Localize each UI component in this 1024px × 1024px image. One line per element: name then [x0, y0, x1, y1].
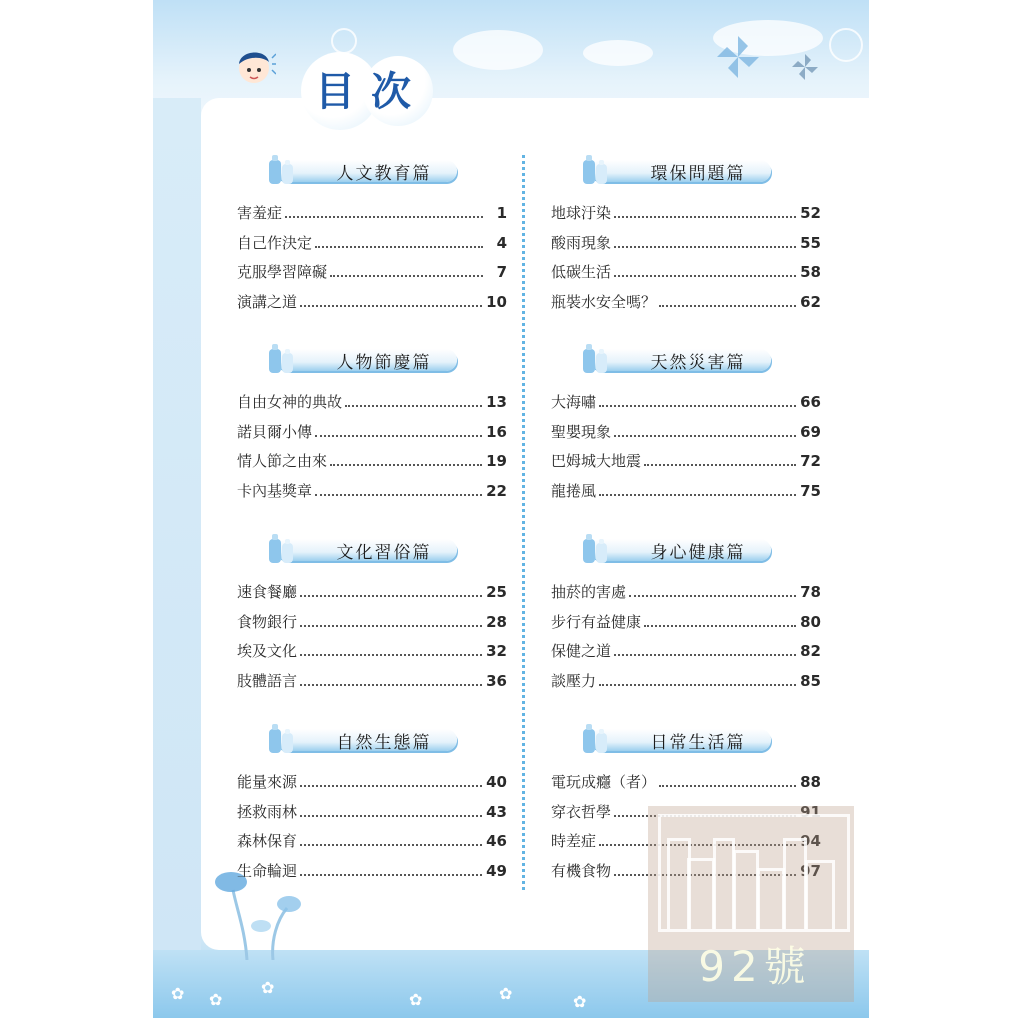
dot-leader	[599, 404, 796, 407]
toc-entry-title: 電玩成癮（者）	[551, 773, 657, 791]
dot-leader	[300, 594, 482, 597]
toc-entry-title: 有機食物	[551, 862, 612, 881]
dot-leader	[315, 434, 482, 437]
toc-entry	[551, 202, 821, 232]
toc-entry	[237, 670, 507, 700]
toc-entry-page: 58	[800, 263, 821, 282]
toc-entry-title: 卡內基獎章	[237, 482, 313, 501]
toc-entry-title: 能量來源	[237, 773, 298, 791]
toc-entry-page: 55	[800, 233, 821, 252]
entry-list	[237, 391, 507, 510]
toc-entry-title: 龍捲風	[551, 482, 597, 501]
toc-entry-page: 36	[486, 672, 507, 691]
toc-entry-page: 97	[800, 862, 821, 881]
toc-entry-title: 克服學習障礙	[237, 263, 328, 282]
watermark-bar	[783, 838, 807, 929]
section-heading	[267, 727, 507, 757]
toc-entry-page: 25	[486, 583, 507, 601]
toc-entry-title: 聖嬰現象	[551, 422, 612, 441]
toc-entry	[551, 771, 821, 801]
dot-leader	[300, 304, 482, 307]
dot-leader	[330, 463, 482, 466]
toc-entry	[551, 480, 821, 510]
dot-leader	[644, 624, 796, 627]
toc-entry	[237, 480, 507, 510]
section-heading-label: 人物節慶篇	[336, 353, 432, 373]
toc-section	[551, 158, 821, 321]
flower-decoration: ✿	[209, 990, 223, 1009]
dot-leader	[599, 683, 796, 686]
toc-entry-page: 94	[800, 832, 821, 851]
bottle-icon	[265, 531, 305, 565]
dot-leader	[300, 784, 482, 787]
toc-entry-title: 酸雨現象	[551, 233, 612, 252]
toc-entry	[551, 391, 821, 421]
toc-entry	[237, 801, 507, 831]
toc-entry	[551, 611, 821, 641]
toc-entry-page: 82	[800, 642, 821, 661]
toc-entry	[237, 450, 507, 480]
section-heading	[581, 158, 821, 188]
toc-entry	[237, 232, 507, 262]
toc-entry-page: 91	[800, 802, 821, 821]
dot-leader	[614, 215, 796, 218]
toc-entry-page: 43	[486, 802, 507, 821]
watermark-frame	[658, 814, 850, 932]
pinwheel-icon	[787, 52, 823, 82]
toc-entry-page: 85	[800, 672, 821, 691]
toc-entry-page: 4	[496, 233, 507, 252]
toc-entry-page: 1	[496, 204, 507, 222]
bottle-icon	[265, 152, 305, 186]
toc-entry-title: 速食餐廳	[237, 583, 298, 601]
watermark-stamp	[648, 806, 854, 1002]
section-heading	[581, 537, 821, 567]
cloud-decoration	[583, 40, 653, 66]
dot-leader	[345, 404, 482, 407]
mascot-icon	[232, 44, 276, 92]
entry-list	[237, 581, 507, 700]
toc-entry-title: 抽菸的害處	[551, 583, 627, 601]
toc-entry	[237, 611, 507, 641]
toc-entry	[237, 771, 507, 801]
toc-entry-page: 46	[486, 832, 507, 851]
toc-entry	[551, 670, 821, 700]
toc-entry-page: 78	[800, 583, 821, 601]
toc-entry	[237, 640, 507, 670]
toc-entry-title: 埃及文化	[237, 642, 298, 661]
bottle-icon	[265, 721, 305, 755]
section-heading-label: 人文教育篇	[336, 164, 432, 184]
toc-entry-title: 森林保育	[237, 832, 298, 851]
bottle-icon	[579, 721, 619, 755]
toc-entry-page: 19	[486, 452, 507, 471]
dot-leader	[614, 434, 796, 437]
toc-entry-title: 自己作決定	[237, 233, 313, 252]
toc-entry-title: 拯救雨林	[237, 802, 298, 821]
toc-entry	[551, 291, 821, 321]
toc-section	[551, 537, 821, 700]
toc-entry	[551, 421, 821, 451]
side-strip	[153, 98, 201, 950]
toc-entry	[237, 860, 507, 890]
flower-decoration: ✿	[261, 978, 275, 997]
toc-section	[551, 347, 821, 510]
bottle-icon	[265, 341, 305, 375]
dot-leader	[300, 873, 482, 876]
toc-entry-page: 22	[486, 482, 507, 501]
toc-section	[237, 727, 507, 890]
section-heading	[267, 537, 507, 567]
section-heading	[267, 158, 507, 188]
toc-section	[237, 537, 507, 700]
dot-leader	[629, 594, 796, 597]
toc-entry	[237, 291, 507, 321]
flower-decoration: ✿	[409, 990, 423, 1009]
cloud-decoration	[453, 30, 543, 70]
dot-leader	[659, 784, 796, 787]
toc-entry	[551, 640, 821, 670]
section-heading-label: 環保問題篇	[650, 164, 746, 184]
dot-leader	[300, 624, 482, 627]
page-title: 目次	[315, 69, 427, 115]
bottle-icon	[579, 152, 619, 186]
flower-decoration: ✿	[573, 992, 587, 1011]
toc-entry	[237, 391, 507, 421]
watermark-text: 92號	[698, 942, 812, 991]
toc-entry	[237, 830, 507, 860]
section-heading-label: 文化習俗篇	[336, 543, 432, 563]
entry-list	[551, 581, 821, 700]
flower-decoration: ✿	[499, 984, 513, 1003]
toc-entry-page: 80	[800, 612, 821, 631]
bubble-decoration	[829, 28, 863, 62]
entry-list	[237, 202, 507, 321]
dot-leader	[300, 843, 482, 846]
toc-entry-title: 食物銀行	[237, 612, 298, 631]
toc-entry-title: 巴姆城大地震	[551, 452, 642, 471]
toc-entry	[551, 450, 821, 480]
dot-leader	[285, 215, 483, 218]
toc-entry-title: 自由女神的典故	[237, 393, 343, 411]
dot-leader	[330, 274, 483, 277]
toc-entry-page: 40	[486, 773, 507, 791]
pinwheel-icon	[708, 32, 768, 82]
toc-entry-title: 談壓力	[551, 672, 597, 691]
section-heading-label: 日常生活篇	[650, 733, 746, 753]
dot-leader	[300, 814, 482, 817]
entry-list	[551, 202, 821, 321]
dot-leader	[300, 683, 482, 686]
watermark-bar	[713, 838, 735, 929]
toc-entry-page: 7	[496, 263, 507, 282]
dot-leader	[659, 304, 796, 307]
toc-entry	[551, 261, 821, 291]
toc-entry-page: 72	[800, 452, 821, 471]
toc-entry-title: 低碳生活	[551, 263, 612, 282]
section-heading-label: 自然生態篇	[336, 733, 432, 753]
toc-entry	[237, 421, 507, 451]
toc-entry	[551, 232, 821, 262]
dot-leader	[300, 653, 482, 656]
section-heading-label: 天然災害篇	[650, 353, 746, 373]
toc-entry-title: 害羞症	[237, 204, 283, 222]
toc-entry-title: 地球汙染	[551, 204, 612, 222]
flower-decoration: ✿	[171, 984, 185, 1003]
toc-entry-page: 62	[800, 293, 821, 312]
bottle-icon	[579, 341, 619, 375]
toc-entry-page: 88	[800, 773, 821, 791]
toc-entry-title: 保健之道	[551, 642, 612, 661]
toc-entry-title: 時差症	[551, 832, 597, 851]
toc-entry-page: 28	[486, 612, 507, 631]
toc-entry-title: 穿衣哲學	[551, 802, 612, 821]
section-heading	[267, 347, 507, 377]
toc-entry-page: 52	[800, 204, 821, 222]
toc-entry	[237, 202, 507, 232]
toc-title-box	[305, 52, 437, 130]
toc-entry-title: 演講之道	[237, 293, 298, 312]
toc-entry-title: 大海嘯	[551, 393, 597, 411]
toc-entry-page: 66	[800, 393, 821, 411]
section-heading-label: 身心健康篇	[650, 543, 746, 563]
dot-leader	[644, 463, 796, 466]
bubble-decoration	[331, 28, 357, 54]
toc-entry-page: 32	[486, 642, 507, 661]
toc-entry-title: 情人節之由來	[237, 452, 328, 471]
entry-list	[237, 771, 507, 890]
toc-entry-page: 49	[486, 862, 507, 881]
toc-entry	[551, 581, 821, 611]
column-divider	[522, 155, 525, 890]
dot-leader	[315, 493, 482, 496]
toc-entry-title: 諾貝爾小傳	[237, 422, 313, 441]
toc-entry	[237, 581, 507, 611]
toc-entry	[237, 261, 507, 291]
dot-leader	[614, 274, 796, 277]
toc-entry-title: 步行有益健康	[551, 612, 642, 631]
watermark-bar	[757, 868, 785, 929]
toc-section	[237, 158, 507, 321]
dot-leader	[599, 493, 796, 496]
toc-entry-page: 10	[486, 293, 507, 312]
bottle-icon	[579, 531, 619, 565]
watermark-bar	[805, 860, 835, 929]
section-heading	[581, 347, 821, 377]
section-heading	[581, 727, 821, 757]
watermark-bar	[733, 850, 759, 929]
entry-list	[551, 391, 821, 510]
dot-leader	[315, 245, 483, 248]
toc-entry-page: 69	[800, 422, 821, 441]
toc-entry-page: 75	[800, 482, 821, 501]
toc-entry-page: 16	[486, 422, 507, 441]
dot-leader	[614, 653, 796, 656]
toc-entry-page: 13	[486, 393, 507, 411]
watermark-bar	[687, 858, 715, 929]
toc-entry-title: 瓶裝水安全嗎？	[551, 293, 657, 312]
toc-entry-title: 肢體語言	[237, 672, 298, 691]
dot-leader	[614, 245, 796, 248]
toc-section	[237, 347, 507, 510]
toc-entry-title: 生命輪迴	[237, 862, 298, 881]
